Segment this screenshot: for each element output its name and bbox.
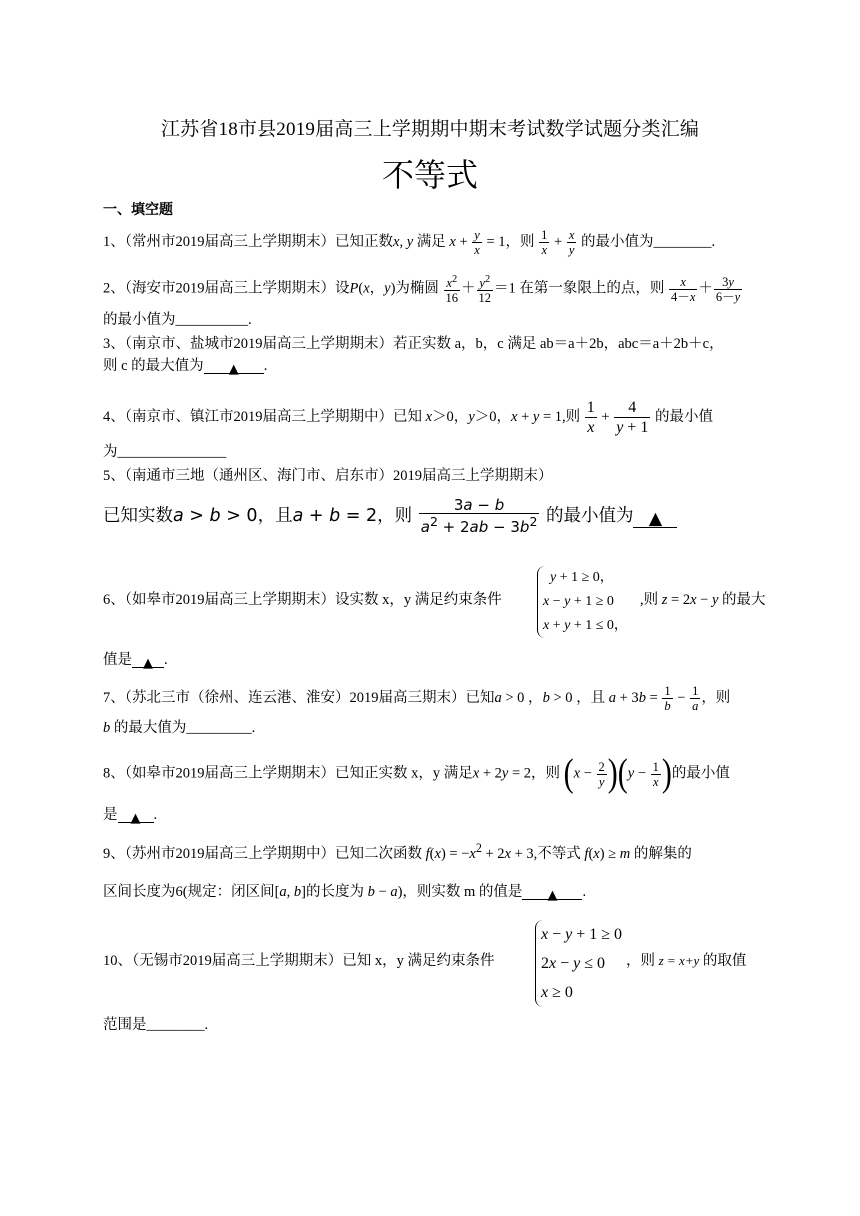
answer-blank: ▲ bbox=[204, 359, 264, 374]
answer-blank: ▲ bbox=[522, 885, 582, 900]
question-4: 4、（南京市、镇江市2019届高三上学期期中）已知 x＞0，y＞0，x + y = 1,则 $\frac{1}{x}$ + $\frac{4}{y + 1}$ 的最小值 bbox=[103, 399, 713, 436]
fraction: $\frac{4}{y + 1}$ bbox=[616, 399, 649, 436]
question-3-cont: 则 c 的最大值为 ▲ . bbox=[103, 358, 268, 377]
fraction: $\frac{y}{x}$ bbox=[474, 228, 480, 257]
question-6: 6、（如皋市2019届高三上学期期末）设实数 x，y 满足约束条件 bbox=[103, 592, 502, 608]
fraction: $\frac{3y}{6-y}$ bbox=[715, 274, 741, 304]
question-2: 2、（海安市2019届高三上学期期末）设P(x，y)为椭圆 $\frac{x^2}{16}$ ＋ $\frac{y^2}{12}$ ＝1 在第一象限上的点，则 $\frac{x}{4-x}$ ＋ $\frac{3y}{6-y}$ bbox=[103, 274, 741, 306]
answer-blank: ▲ bbox=[132, 653, 164, 668]
answer-blank: ▲ bbox=[118, 808, 154, 823]
fraction: $\frac{1}{a}$ bbox=[692, 684, 699, 713]
fraction: $\frac{1}{x}$ bbox=[652, 759, 659, 789]
fraction: $\frac{1}{b}$ bbox=[664, 684, 671, 713]
question-1: 1、（常州市2019届高三上学期期末）已知正数x, y 满足 x + $\frac{y}{x}$ = 1，则 $\frac{1}{x}$ + $\frac{x}{y}$ 的最小值为________. bbox=[103, 228, 716, 257]
fraction: $\frac{2}{y}$ bbox=[598, 759, 605, 789]
fraction: $\frac{x}{4-x}$ bbox=[671, 274, 696, 304]
question-5-image: 已知实数a > b > 0，且a + b = 2，则 $\frac{3a - b}{a^2 + 2ab - 3b^2}$ 的最小值为 ▲ bbox=[103, 497, 677, 535]
question-2-cont: 的最小值为__________. bbox=[103, 312, 252, 328]
constraint-system: x − y + 1 ≥ 0 2x − y ≤ 0 x ≥ 0 bbox=[535, 920, 622, 1007]
fraction: $\frac{1}{x}$ bbox=[541, 228, 548, 257]
question-8-cont: 是 ▲ . bbox=[103, 807, 158, 826]
question-7-cont: b 的最大值为_________. bbox=[103, 720, 256, 736]
question-5: 5、（南通市三地（通州区、海门市、启东市）2019届高三上学期期末） bbox=[103, 468, 553, 484]
document-title: 江苏省18市县2019届高三上学期期中期末考试数学试题分类汇编 bbox=[160, 119, 700, 140]
fraction: $\frac{x^2}{16}$ bbox=[445, 274, 459, 306]
section-heading: 一、填空题 bbox=[103, 201, 173, 217]
question-6-cont: 值是 ▲ . bbox=[103, 652, 168, 671]
question-8: 8、（如皋市2019届高三上学期期末）已知正实数 x，y 满足x + 2y = 2，则 (x − $\frac{2}{y}$ )(y − $\frac{1}{x}$ )的最小值 bbox=[103, 751, 730, 795]
question-10-objective: ，则 z = x+y 的取值 bbox=[626, 953, 747, 969]
question-10-cont: 范围是________. bbox=[103, 1017, 209, 1033]
question-6-objective: ,则 z = 2x − y 的最大 bbox=[640, 592, 766, 608]
question-3: 3、（南京市、盐城市2019届高三上学期期末）若正实数 a，b，c 满足 ab＝a＋2b，abc＝a＋2b＋c， bbox=[103, 336, 724, 352]
question-9: 9、（苏州市2019届高三上学期期中）已知二次函数 $f(x) = -x^2 + 2x + 3$,不等式 f(x) ≥ m 的解集的 bbox=[103, 841, 692, 862]
fraction: $\frac{3a - b}{a^2 + 2ab - 3b^2}$ bbox=[420, 496, 538, 536]
question-10: 10、（无锡市2019届高三上学期期末）已知 x，y 满足约束条件 bbox=[103, 953, 495, 969]
question-4-cont: 为_______________ bbox=[103, 444, 227, 460]
fraction: $\frac{x}{y}$ bbox=[568, 228, 575, 257]
fraction: $\frac{y^2}{12}$ bbox=[478, 274, 492, 306]
question-9-cont: 区间长度为6(规定：闭区间[a, b]的长度为 b − a)，则实数 m 的值是 ▲ . bbox=[103, 884, 587, 903]
question-7: 7、（苏北三市（徐州、连云港、淮安）2019届高三期末）已知a > 0 ，b > 0 ，且 a + 3b = $\frac{1}{b}$ − $\frac{1}{a}$ ，则 bbox=[103, 684, 731, 713]
constraint-system: y + 1 ≥ 0， x − y + 1 ≥ 0 x + y + 1 ≤ 0， bbox=[537, 566, 628, 638]
fraction: $\frac{1}{x}$ bbox=[586, 399, 595, 436]
answer-blank: ▲ bbox=[633, 509, 677, 528]
document-subtitle: 不等式 bbox=[381, 157, 478, 193]
